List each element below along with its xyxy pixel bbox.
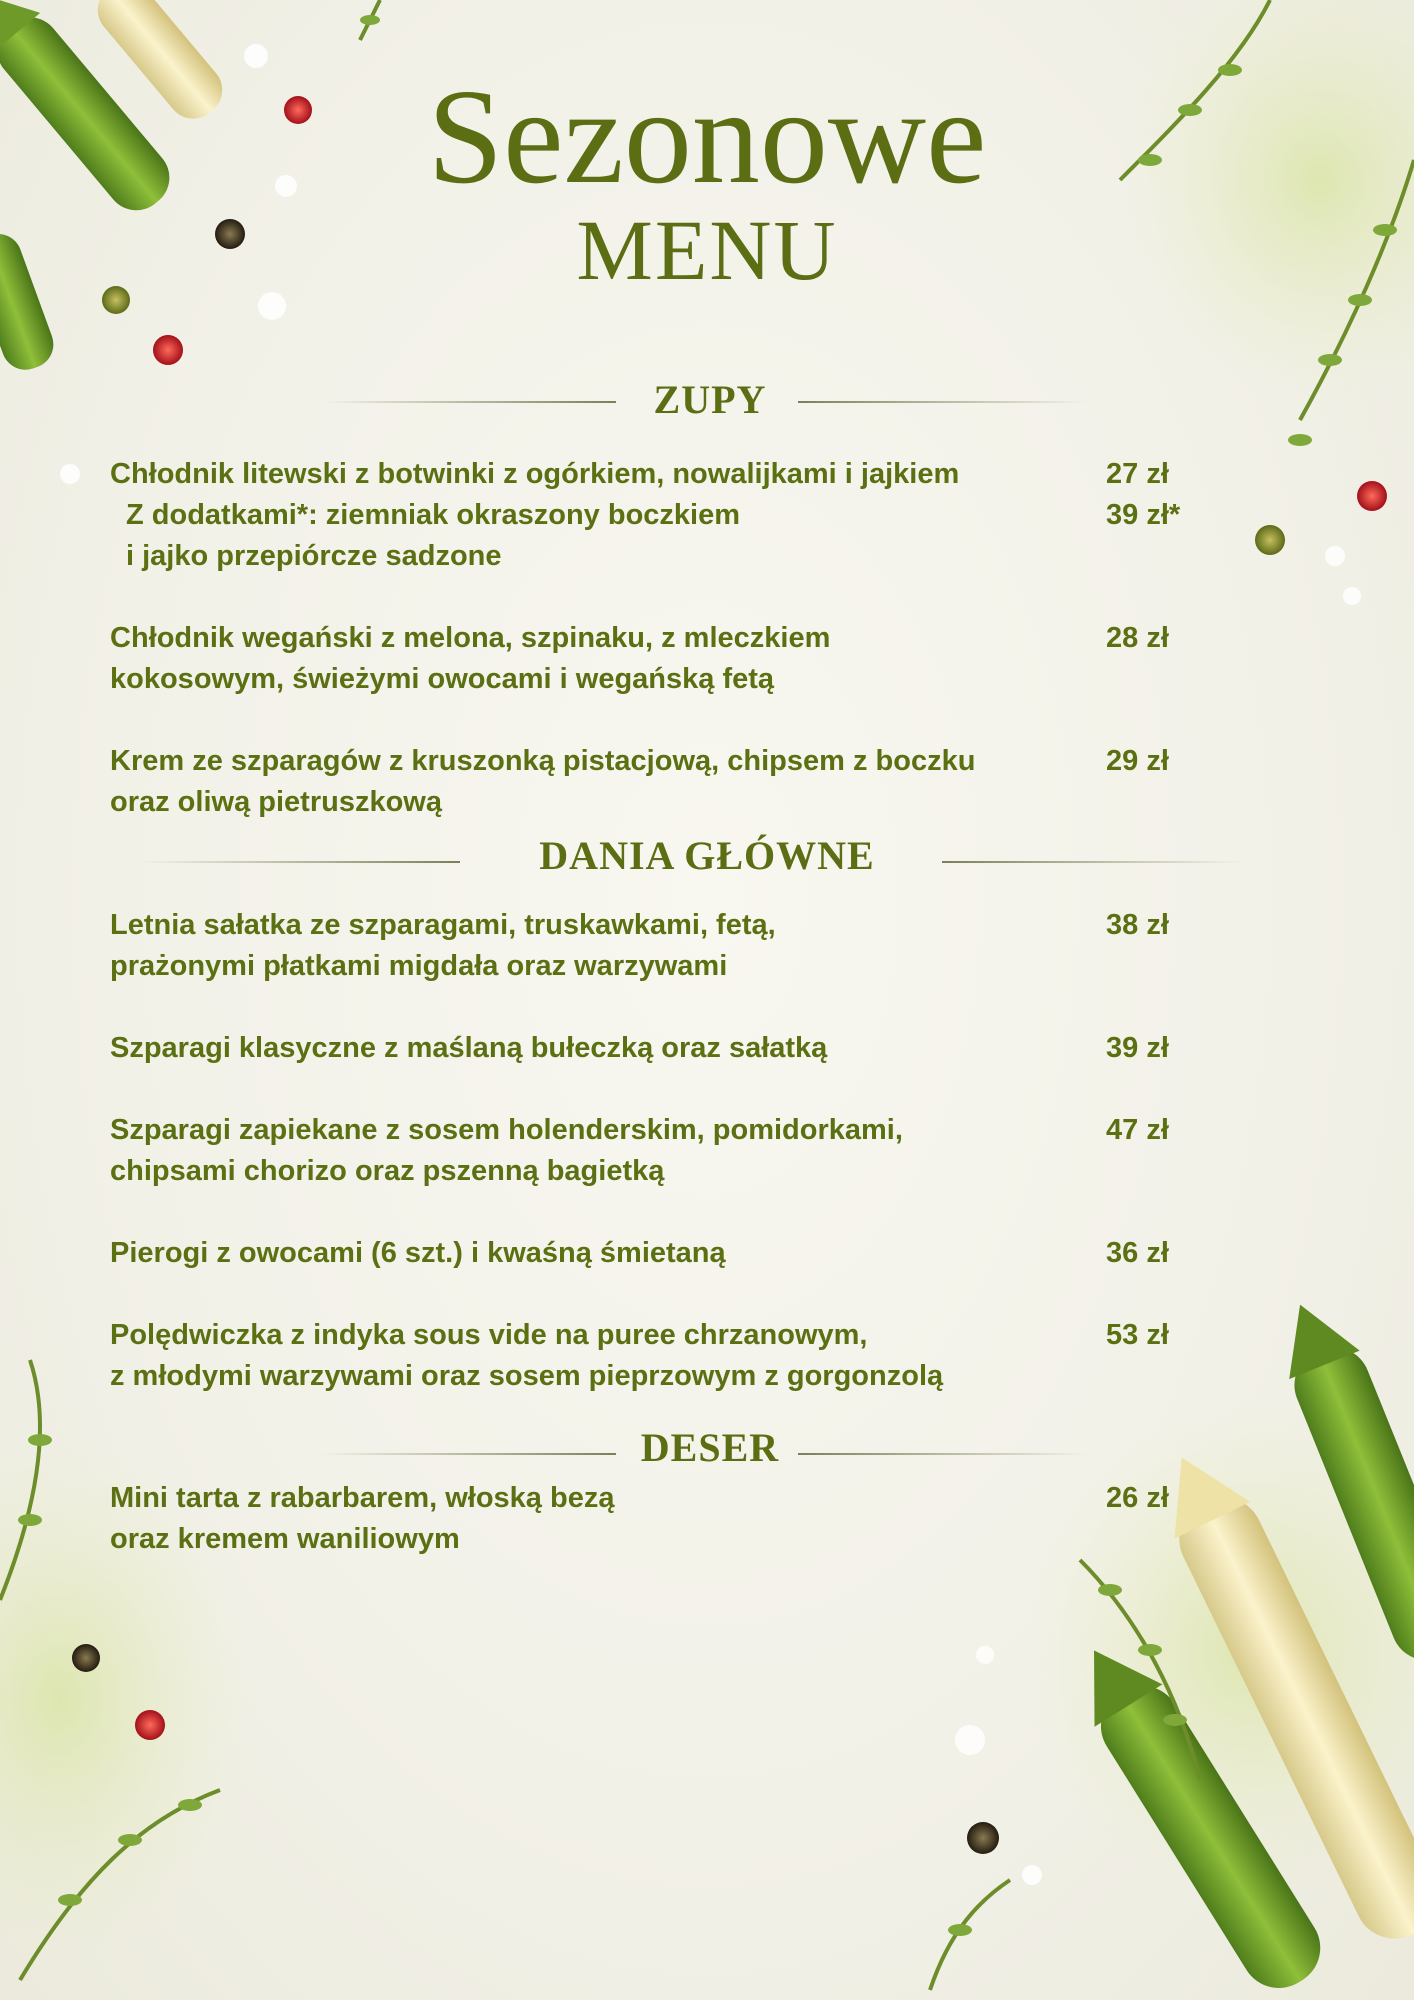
menu-item-description: Chłodnik litewski z botwinki z ogórkiem, nowalijkami i jajkiem <box>110 458 960 490</box>
menu-item-description: Krem ze szparagów z kruszonką pistacjową, chipsem z boczku <box>110 745 976 777</box>
menu-item-price: 36 zł <box>1106 1237 1169 1269</box>
menu-item-price: 27 zł <box>1106 458 1169 490</box>
menu-item-price: 47 zł <box>1106 1114 1169 1146</box>
section-heading-mains: DANIA GŁÓWNE <box>539 833 875 878</box>
menu-item <box>110 495 740 577</box>
menu-item-description: oraz oliwą pietruszkową <box>110 786 442 818</box>
menu-item-description: Chłodnik wegański z melona, szpinaku, z mleczkiem <box>110 622 831 654</box>
menu-item-description: Szparagi klasyczne z maślaną bułeczką oraz sałatką <box>110 1032 828 1064</box>
section-divider <box>140 861 460 863</box>
menu-item <box>110 1478 614 1560</box>
menu-item-description: Letnia sałatka ze szparagami, truskawkami, fetą, <box>110 909 776 941</box>
menu-item-price: 29 zł <box>1106 745 1169 777</box>
section-heading-dessert: DESER <box>640 1425 780 1470</box>
menu-item-description: kokosowym, świeżymi owocami i wegańską fetą <box>110 663 775 695</box>
menu-item <box>110 1315 943 1397</box>
menu-item-price: 53 zł <box>1106 1319 1169 1351</box>
menu-item-description: prażonymi płatkami migdała oraz warzywami <box>110 950 728 982</box>
menu-item-description: Szparagi zapiekane z sosem holenderskim, pomidorkami, <box>110 1114 903 1146</box>
menu-subtitle: MENU <box>576 202 838 298</box>
menu-item-description: z młodymi warzywami oraz sosem pieprzowym z gorgonzolą <box>110 1360 944 1392</box>
menu-item-price: 38 zł <box>1106 909 1169 941</box>
menu-item-description: Polędwiczka z indyka sous vide na puree chrzanowym, <box>110 1319 868 1351</box>
section-heading-soups: ZUPY <box>653 377 767 422</box>
menu-item-description: Z dodatkami*: ziemniak okraszony boczkiem <box>126 499 741 531</box>
menu-item <box>110 905 776 987</box>
menu-item <box>110 741 975 823</box>
menu-item <box>110 1028 827 1069</box>
section-divider <box>942 861 1242 863</box>
menu-item-price: 26 zł <box>1106 1482 1169 1514</box>
menu-item <box>110 618 830 700</box>
menu-item <box>110 1233 726 1274</box>
section-divider <box>798 1453 1088 1455</box>
section-divider <box>320 401 616 403</box>
menu-title: Sezonowe <box>427 62 987 212</box>
menu-item-price: 39 zł* <box>1106 499 1181 531</box>
menu-item-description: i jajko przepiórcze sadzone <box>126 540 502 572</box>
menu-item-description: Mini tarta z rabarbarem, włoską bezą <box>110 1482 615 1514</box>
menu-item-description: Pierogi z owocami (6 szt.) i kwaśną śmietaną <box>110 1237 726 1269</box>
menu-item-description: oraz kremem waniliowym <box>110 1523 460 1555</box>
menu-item <box>110 1110 903 1192</box>
menu-item-description: chipsami chorizo oraz pszenną bagietką <box>110 1155 665 1187</box>
menu-item-price: 28 zł <box>1106 622 1169 654</box>
section-divider <box>320 1453 616 1455</box>
menu-item <box>110 454 959 495</box>
menu-item-price: 39 zł <box>1106 1032 1169 1064</box>
section-divider <box>798 401 1088 403</box>
